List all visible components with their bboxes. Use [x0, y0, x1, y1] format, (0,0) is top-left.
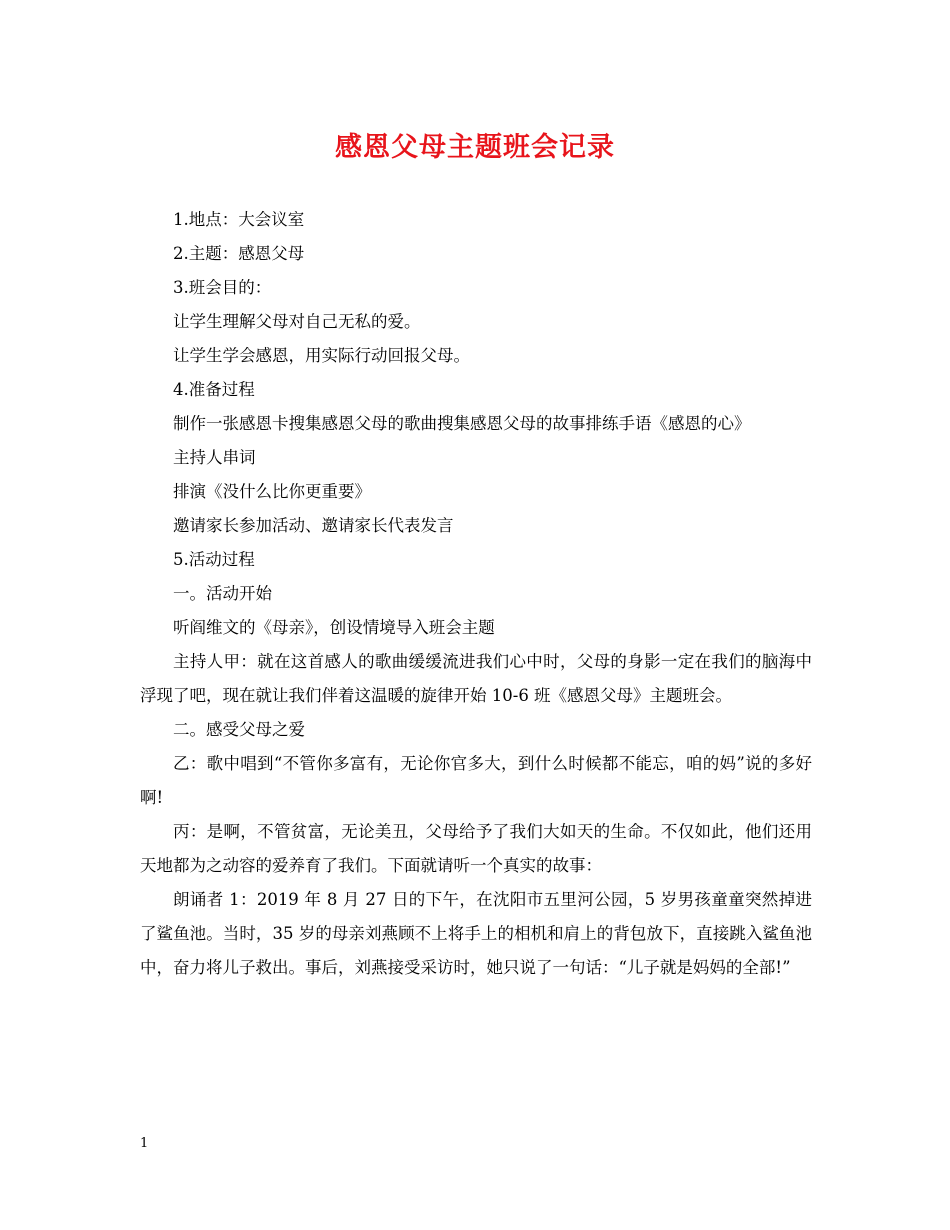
paragraph-purpose-1: 让学生理解父母对自己无私的爱。: [173, 312, 421, 331]
paragraph-host-b: 乙：歌中唱到“不管你多富有，无论你官多大，到什么时候都不能忘，咱的妈”说的多好啊!: [140, 754, 812, 807]
page-number: 1: [140, 1136, 149, 1151]
paragraph-host-c: 丙：是啊，不管贫富，无论美丑，父母给予了我们大如天的生命。不仅如此，他们还用天地都为之动容的爱养育了我们。下面就请听一个真实的故事：: [140, 822, 812, 875]
paragraph-purpose-2: 让学生学会感恩，用实际行动回报父母。: [173, 346, 470, 365]
paragraph-preparation-heading: 4.准备过程: [173, 380, 255, 399]
paragraph-theme: 2.主题：感恩父母: [173, 244, 305, 263]
paragraph-host-script: 主持人串词: [173, 448, 256, 467]
paragraph-host-a: 主持人甲：就在这首感人的歌曲缓缓流进我们心中时，父母的身影一定在我们的脑海中浮现了吧，现在就让我们伴着这温暖的旋律开始 10-6 班《感恩父母》主题班会。: [140, 652, 812, 705]
paragraph-listen-song: 听阎维文的《母亲》，创设情境导入班会主题: [173, 618, 495, 637]
paragraph-invite-parents: 邀请家长参加活动、邀请家长代表发言: [173, 516, 454, 535]
paragraph-rehearsal: 排演《没什么比你更重要》: [173, 482, 371, 501]
paragraph-section-one: 一。活动开始: [173, 584, 272, 603]
paragraph-activity-heading: 5.活动过程: [173, 550, 255, 569]
document-body: [140, 203, 812, 985]
paragraph-location: 1.地点：大会议室: [173, 210, 305, 229]
document-title: 感恩父母主题班会记录: [335, 132, 615, 163]
paragraph-reciter-1: 朗诵者 1：2019 年 8 月 27 日的下午，在沈阳市五里河公园，5 岁男孩童童突然掉进了鲨鱼池。当时，35 岁的母亲刘燕顾不上将手上的相机和肩上的背包放下，直接跳入鲨鱼池中，奋力将儿子救出。事后，刘燕接受采访时，她只说了一句话：“儿子就是妈妈的全部!”: [140, 890, 812, 977]
paragraph-section-two: 二。感受父母之爱: [173, 720, 305, 739]
paragraph-purpose-heading: 3.班会目的：: [173, 278, 272, 297]
paragraph-preparation-items: 制作一张感恩卡搜集感恩父母的歌曲搜集感恩父母的故事排练手语《感恩的心》: [173, 414, 751, 433]
